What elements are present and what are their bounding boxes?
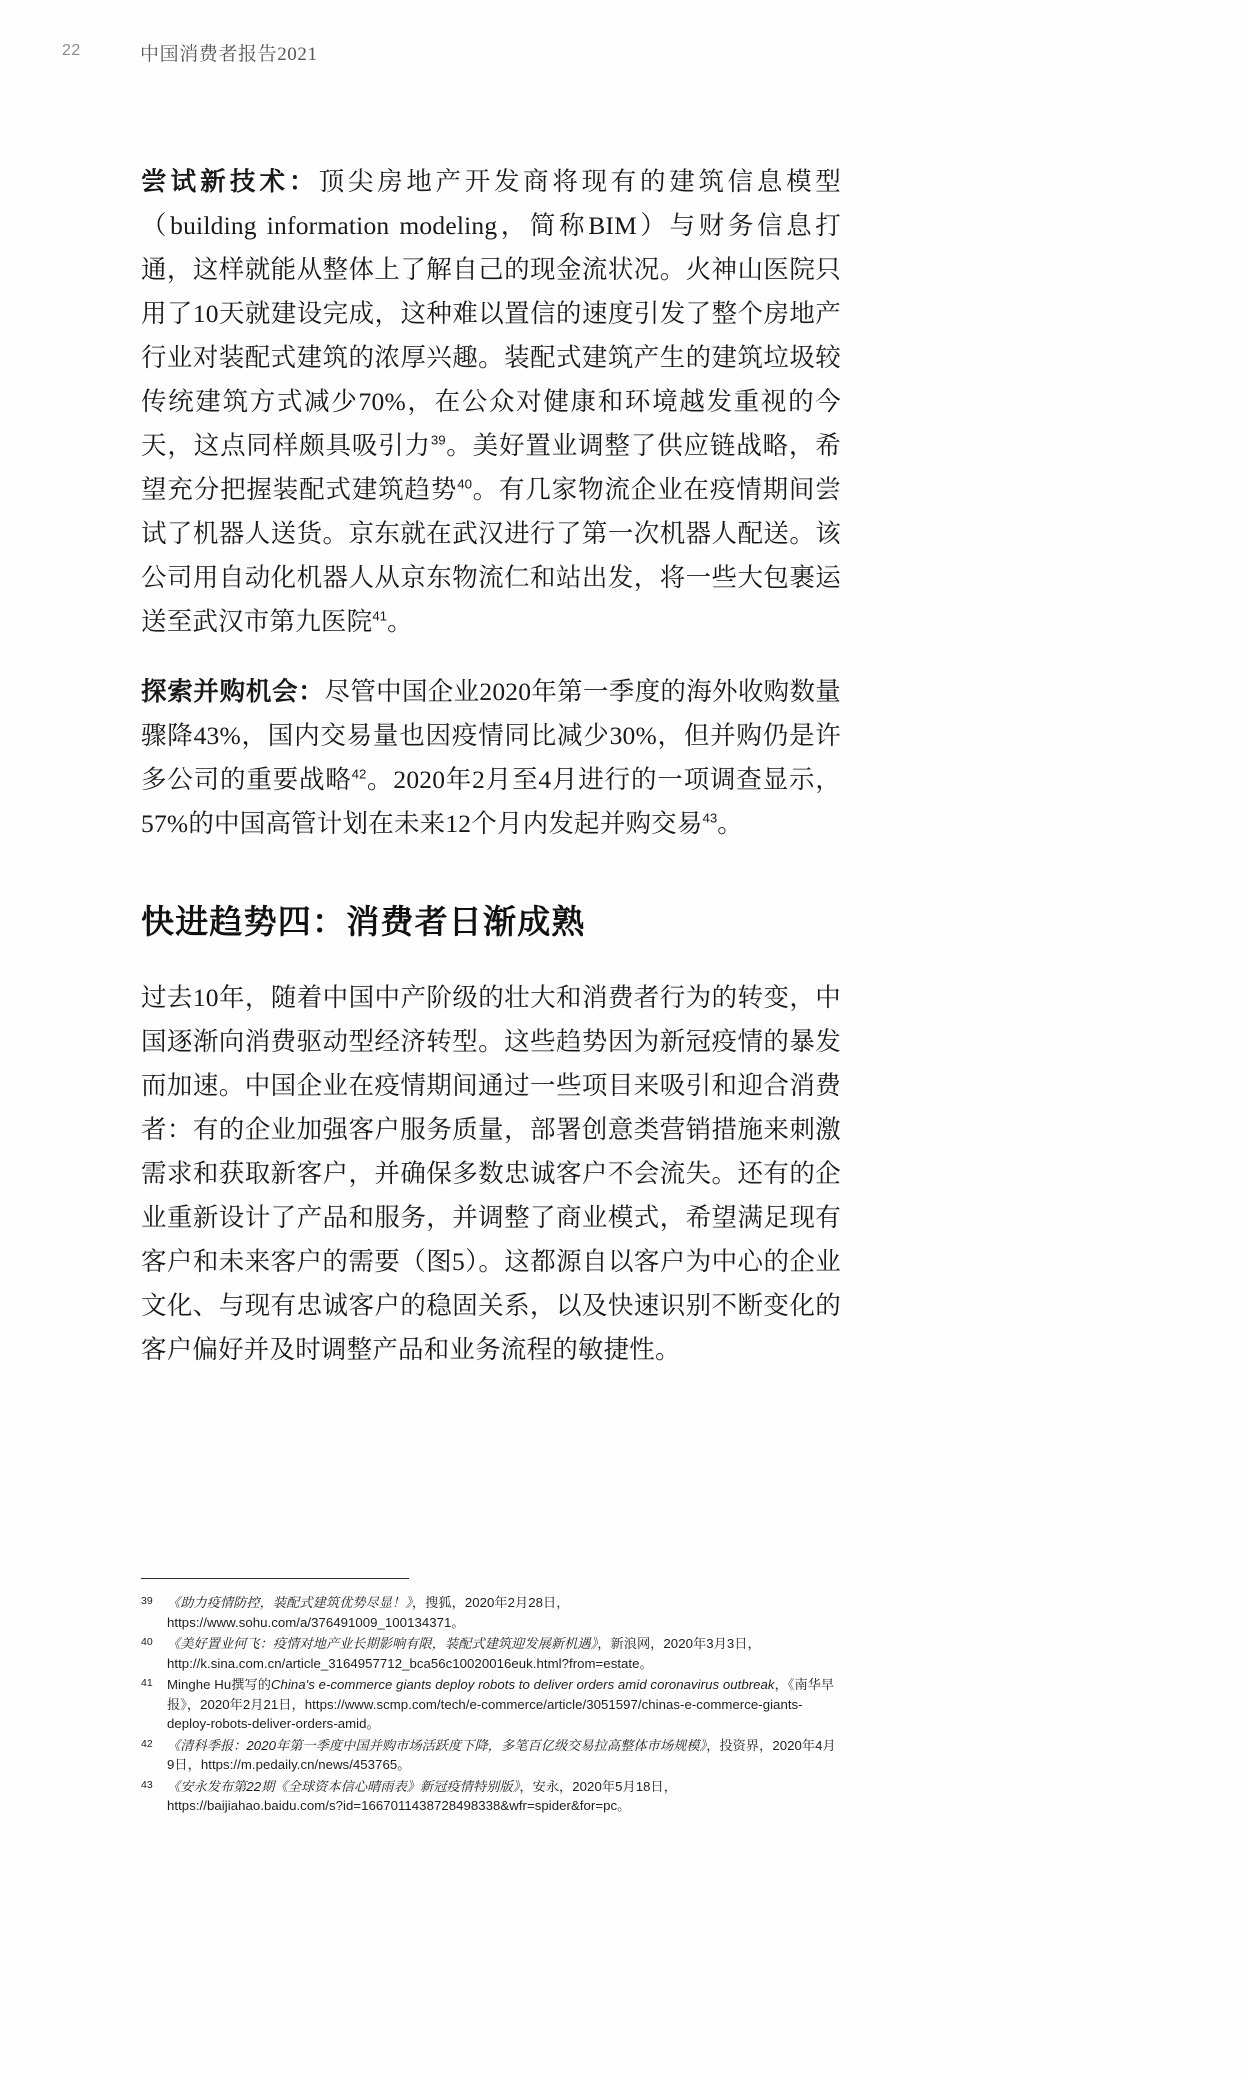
page-number: 22 [62,42,81,59]
footnote-number: 43 [141,1778,153,1791]
footnote-prefix: Minghe Hu撰写的 [167,1677,271,1692]
paragraph-ma-opportunities [141,670,841,846]
footnote-item [141,1675,841,1734]
footnote-ref-42[interactable]: 42 [351,766,367,782]
footnote-number: 39 [141,1595,153,1607]
paragraph-text-b: 。美好置业调整了供应链战略，希望充分把握装配式建筑趋势 [141,431,841,504]
paragraph-new-technology [141,160,841,644]
paragraph-lead-in: 探索并购机会： [141,677,325,706]
footnote-source: ，新浪网，2020年3月3日，http://k.sina.com.cn/article_3164957712_bca56c10020016euk.html?from=estate。 [167,1636,761,1671]
paragraph-text-b: 。2020年2月至4月进行的一项调查显示，57%的中国高管计划在未来12个月内发起并购交易 [141,765,842,838]
footnote-ref-43[interactable]: 43 [702,810,718,826]
paragraph-text-a: 尽管中国企业2020年第一季度的海外收购数量骤降43%，国内交易量也因疫情同比减少30%，但并购仍是许多公司的重要战略 [141,677,841,794]
footnote-source: ，《南华早报》，2020年2月21日，https://www.scmp.com/tech/e-commerce/article/3051597/chinas-e-commerce-giants-deploy-robots-deliver-orders-amid。 [167,1677,835,1731]
footnote-item [141,1736,841,1775]
footnotes-block [141,1578,841,1818]
footnote-ref-41[interactable]: 41 [372,608,388,624]
footnote-ref-40[interactable]: 40 [457,476,473,492]
footnote-separator-rule [141,1578,409,1579]
paragraph-text-c: 。 [717,809,743,838]
footnote-title: China's e-commerce giants deploy robots to deliver orders amid coronavirus outbreak [270,1677,775,1692]
footnote-item [141,1777,841,1816]
footnote-number: 42 [141,1737,153,1750]
paragraph-text-c: 。有几家物流企业在疫情期间尝试了机器人送货。京东就在武汉进行了第一次机器人配送。该公司用自动化机器人从京东物流仁和站出发，将一些大包裹运送至武汉市第九医院 [141,475,841,636]
document-title: 中国消费者报告2021 [140,44,318,65]
footnote-number: 41 [141,1677,153,1689]
footnote-title: 《助力疫情防控，装配式建筑优势尽显！》 [167,1595,412,1610]
paragraph-text-d: 。 [387,607,413,636]
main-text-column [141,160,841,1398]
paragraph-text-a: 顶尖房地产开发商将现有的建筑信息模型（building information modeling，简称BIM）与财务信息打通，这样就能从整体上了解自己的现金流状况。火神山医院只用了10天就建设完成，这种难以置信的速度引发了整个房地产行业对装配式建筑的浓厚兴趣。装配式建筑产生的建筑垃圾较传统建筑方式减少70%，在公众对健康和环境越发重视的今天，这点同样颇具吸引力 [141,167,841,460]
footnote-title: 《清科季报：2020年第一季度中国并购市场活跃度下降，多笔百亿级交易拉高整体市场规模》 [167,1737,707,1753]
section-heading: 快进趋势四：消费者日渐成熟 [141,905,586,941]
footnote-source: ，搜狐，2020年2月28日，https://www.sohu.com/a/376491009_100134371。 [167,1595,570,1630]
footnote-title: 《安永发布第22期《全球资本信心晴雨表》新冠疫情特别版》 [167,1778,520,1794]
footnote-item [141,1634,841,1673]
footnote-title: 《美好置业何飞：疫情对地产业长期影响有限，装配式建筑迎发展新机遇》 [167,1636,598,1651]
paragraph-lead-in: 尝试新技术： [141,167,319,196]
paragraph-consumer-maturity: 过去10年，随着中国中产阶级的壮大和消费者行为的转变，中国逐渐向消费驱动型经济转型。这些趋势因为新冠疫情的暴发而加速。中国企业在疫情期间通过一些项目来吸引和迎合消费者：有的企业加强客户服务质量，部署创意类营销措施来刺激需求和获取新客户，并确保多数忠诚客户不会流失。还有的企业重新设计了产品和服务，并调整了商业模式，希望满足现有客户和未来客户的需要（图5）。这都源自以客户为中心的企业文化、与现有忠诚客户的稳固关系，以及快速识别不断变化的客户偏好并及时调整产品和业务流程的敏捷性。 [141,983,841,1364]
footnote-number: 40 [141,1636,153,1648]
footnote-item [141,1593,841,1632]
footnote-ref-39[interactable]: 39 [430,432,446,448]
footnote-source: ，投资界，2020年4月9日，https://m.pedaily.cn/news/453765。 [167,1737,836,1772]
running-header [0,42,1248,72]
footnote-source: ，安永，2020年5月18日，https://baijiahao.baidu.com/s?id=1667011438728498338&wfr=spider&for=pc。 [167,1778,677,1813]
